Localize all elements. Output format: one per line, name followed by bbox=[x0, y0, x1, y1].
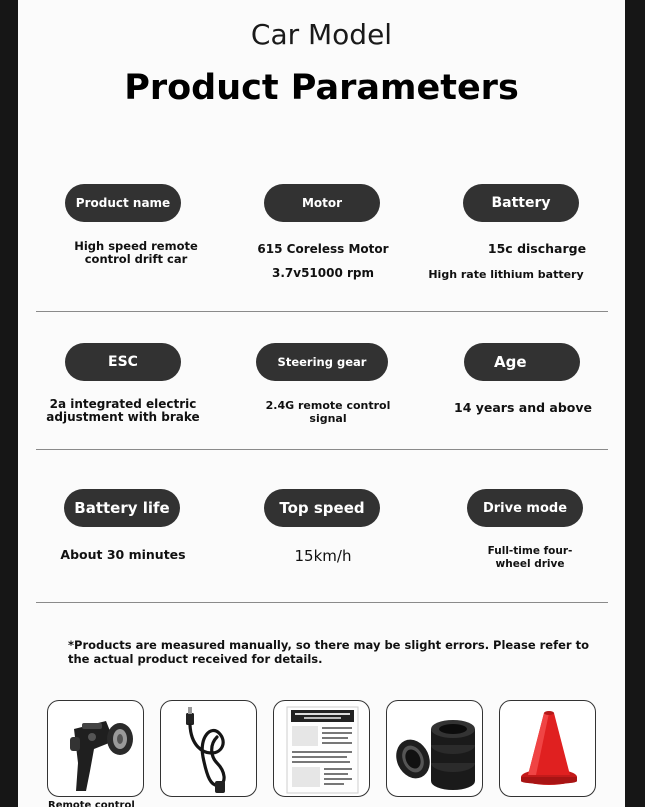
battery-life-value: About 30 minutes bbox=[60, 547, 186, 562]
product-sheet bbox=[18, 0, 625, 807]
traffic-cone-icon bbox=[500, 701, 596, 797]
battery-value-line1: 15c discharge bbox=[487, 241, 587, 256]
motor-value-line1: 615 Coreless Motor bbox=[257, 242, 389, 256]
usb-cable-icon bbox=[161, 701, 257, 797]
battery-life-badge: Battery life bbox=[64, 489, 180, 527]
accessory-label-remote-control: Remote control bbox=[48, 800, 135, 807]
accessory-usb-cable bbox=[160, 700, 257, 797]
steering-gear-value: 2.4G remote control signal bbox=[265, 399, 391, 425]
remote-control-icon bbox=[48, 701, 144, 797]
drive-mode-value: Full-time four-wheel drive bbox=[487, 545, 573, 570]
manual-icon bbox=[274, 701, 370, 797]
motor-value-line2: 3.7v51000 rpm bbox=[271, 266, 375, 280]
accessory-traffic-cone bbox=[499, 700, 596, 797]
battery-value-line2: High rate lithium battery bbox=[428, 268, 584, 281]
page-subtitle: Car Model bbox=[250, 18, 393, 51]
motor-badge: Motor bbox=[264, 184, 380, 222]
esc-badge: ESC bbox=[65, 343, 181, 381]
top-speed-badge: Top speed bbox=[264, 489, 380, 527]
top-speed-value: 15km/h bbox=[294, 547, 352, 565]
divider bbox=[36, 311, 608, 312]
product-name-value: High speed remote control drift car bbox=[74, 239, 198, 266]
battery-badge: Battery bbox=[463, 184, 579, 222]
disclaimer-note: *Products are measured manually, so there may be slight errors. Please refer to the actual product received for details. bbox=[68, 638, 589, 666]
age-badge: Age bbox=[464, 343, 580, 381]
accessory-tires bbox=[386, 700, 483, 797]
steering-gear-badge: Steering gear bbox=[256, 343, 388, 381]
divider bbox=[36, 449, 608, 450]
product-name-badge: Product name bbox=[65, 184, 181, 222]
esc-value: 2a integrated electric adjustment with brake bbox=[46, 397, 200, 424]
age-value: 14 years and above bbox=[454, 400, 592, 415]
page-title: Product Parameters bbox=[124, 68, 519, 108]
divider bbox=[36, 602, 608, 603]
accessory-remote-control bbox=[47, 700, 144, 797]
accessory-manual bbox=[273, 700, 370, 797]
drive-mode-badge: Drive mode bbox=[467, 489, 583, 527]
tires-icon bbox=[387, 701, 483, 797]
